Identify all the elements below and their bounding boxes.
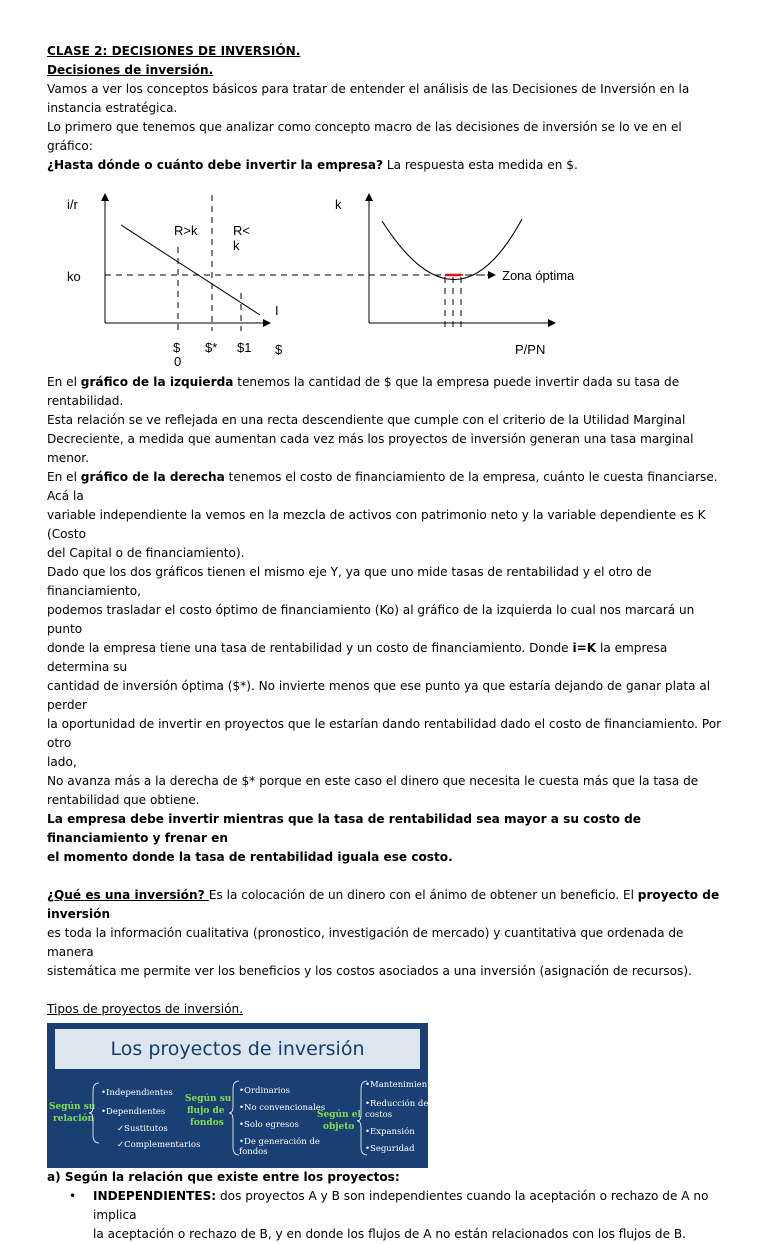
body-line-11: la oportunidad de invertir en proyectos que le estarían dando rentabilidad dado el costo de financiamiento. Por otro (47, 717, 722, 750)
left-y-label: i/r (67, 197, 78, 212)
x-unit-label: $ (275, 342, 283, 357)
body-line-6: del Capital o de financiamiento). (47, 546, 245, 560)
item-text: costos (365, 1110, 393, 1120)
body-line-13: No avanza más a la derecha de $* porque en este caso el dinero que necesita le cuesta más que la tasa de (47, 774, 699, 788)
body-line-1 (47, 373, 727, 411)
intro-paragraph: Vamos a ver los conceptos básicos para tratar de entender el análisis de las Decisiones de Inversión en la instancia estratégica. (47, 82, 690, 115)
independientes-bullet (47, 1187, 727, 1244)
body-line-16: el momento donde la tasa de rentabilidad iguala ese costo. (47, 850, 453, 864)
group-label: flujo de (187, 1106, 225, 1116)
text-run: Es la colocación de un dinero con el ánimo de obtener un beneficio. El (208, 888, 638, 902)
text-run: En el (47, 470, 81, 484)
text-run: En el (47, 375, 81, 389)
investment-definition-line (47, 886, 727, 924)
cost-curve (382, 219, 522, 280)
doc-subheading: Decisiones de inversión. (47, 63, 214, 77)
item-text: •Independientes (101, 1088, 173, 1098)
body-line-3: Decreciente, a medida que aumentan cada vez más los proyectos de inversión generan una tasa marginal menor. (47, 432, 694, 465)
charts-svg (47, 189, 607, 374)
group-label: Según su (49, 1102, 96, 1112)
text-bold: proyecto de inversión (47, 888, 720, 921)
projects-banner-image (47, 1023, 436, 1168)
region-left-label: R>k (174, 223, 198, 238)
item-text: •Seguridad (365, 1144, 415, 1154)
spacer (47, 981, 727, 1000)
item-text: •Ordinarios (239, 1086, 291, 1096)
paragraph-2: Lo primero que tenemos que analizar como concepto macro de las decisiones de inversión se lo ve en el gráfico: (47, 120, 682, 153)
item-text: •Expansión (365, 1127, 415, 1137)
text-bold-underline: ¿Qué es una inversión? (47, 888, 209, 902)
investment-definition-2: es toda la información cualitativa (pronostico, investigación de mercado) y cuantitativa que ordenada de manera (47, 926, 684, 959)
banner-diagram (47, 1023, 436, 1168)
body-line-9 (47, 639, 727, 677)
question-bold: ¿Hasta dónde o cuánto debe invertir la empresa? (47, 158, 384, 172)
tick-star: $* (205, 340, 218, 355)
brace (229, 1081, 239, 1155)
text-run: tenemos la cantidad de $ que la empresa puede invertir dada su tasa de rentabilidad. (47, 375, 680, 408)
body-line-15: La empresa debe invertir mientras que la tasa de rentabilidad sea mayor a su costo de financiamiento y frenar en (47, 812, 642, 845)
independientes-text: dos proyectos A y B son independientes cuando la aceptación o rechazo de A no implica (93, 1189, 709, 1222)
text-bold: i=K (572, 641, 597, 655)
item-text: fondos (239, 1147, 268, 1157)
zone-label: Zona óptima (502, 268, 575, 283)
investment-charts (47, 189, 607, 369)
group-label: objeto (323, 1122, 355, 1132)
item-text: •No convencionales (239, 1103, 326, 1113)
item-text: ✓Sustitutos (117, 1124, 168, 1134)
text-run: la empresa determina su (47, 641, 668, 674)
section-a-heading: a) Según la relación que existe entre los proyectos: (47, 1170, 400, 1184)
banner-title: Los proyectos de inversión (55, 1029, 420, 1069)
ko-label: ko (67, 269, 81, 284)
brace (89, 1083, 99, 1143)
text-run: tenemos el costo de financiamiento de la empresa, cuánto le cuesta financiarse. Acá la (47, 470, 718, 503)
body-line-2: Esta relación se ve reflejada en una recta descendiente que cumple con el criterio de la Utilidad Marginal (47, 413, 686, 427)
investment-definition-3: sistemática me permite ver los beneficios y los costos asociados a una inversión (asignación de recursos). (47, 964, 692, 978)
body-line-14: rentabilidad que obtiene. (47, 793, 200, 807)
region-right-label-2: k (233, 238, 240, 253)
tick-dollar: $ (173, 340, 181, 355)
item-text: •Dependientes (101, 1107, 166, 1117)
question-line (47, 156, 727, 175)
region-right-label-1: R< (233, 223, 250, 238)
line-label: I (275, 303, 279, 318)
group-label: Según su (185, 1094, 232, 1104)
item-text: ✓Complementarios (117, 1140, 201, 1150)
item-text: •Mantenimiento (365, 1080, 436, 1090)
group-label: fondos (190, 1118, 224, 1128)
body-line-5: variable independiente la vemos en la mezcla de activos con patrimonio neto y la variable dependiente es K (Costo (47, 508, 706, 541)
text-bold: gráfico de la izquierda (80, 375, 234, 389)
item-text: •De generación de (239, 1137, 320, 1147)
tick-one: $1 (237, 340, 252, 355)
document-page (47, 42, 727, 1244)
body-line-10: cantidad de inversión óptima ($*). No invierte menos que ese punto ya que estaría dejando de ganar plata al perder (47, 679, 711, 712)
item-text: •Solo egresos (239, 1120, 299, 1130)
doc-heading: CLASE 2: DECISIONES DE INVERSIÓN. (47, 44, 301, 58)
body-line-12: lado, (47, 755, 77, 769)
independientes-text-2: la aceptación o rechazo de B, y en donde los flujos de A no están relacionados con los flujos de B. (93, 1227, 687, 1241)
tipos-heading: Tipos de proyectos de inversión. (47, 1002, 243, 1016)
question-tail: La respuesta esta medida en $. (383, 158, 578, 172)
body-line-8: podemos trasladar el costo óptimo de financiamiento (Ko) al gráfico de la izquierda lo cual nos marcará un punto (47, 603, 695, 636)
body-line-4 (47, 468, 727, 506)
bullet-icon: • (69, 1189, 77, 1203)
item-text: •Reducción de (365, 1099, 429, 1109)
text-run: donde la empresa tiene una tasa de rentabilidad y un costo de financiamiento. Donde (47, 641, 573, 655)
group-label: Según el (317, 1110, 361, 1120)
right-y-label: k (335, 197, 342, 212)
independientes-label: INDEPENDIENTES: (93, 1189, 217, 1203)
right-x-label: P/PN (515, 342, 546, 357)
tick-zero: 0 (174, 354, 182, 369)
text-bold: gráfico de la derecha (80, 470, 225, 484)
spacer (47, 867, 727, 886)
body-line-7: Dado que los dos gráficos tienen el mismo eje Y, ya que uno mide tasas de rentabilidad y el otro de financiamiento, (47, 565, 652, 598)
group-label: relación (53, 1114, 95, 1124)
